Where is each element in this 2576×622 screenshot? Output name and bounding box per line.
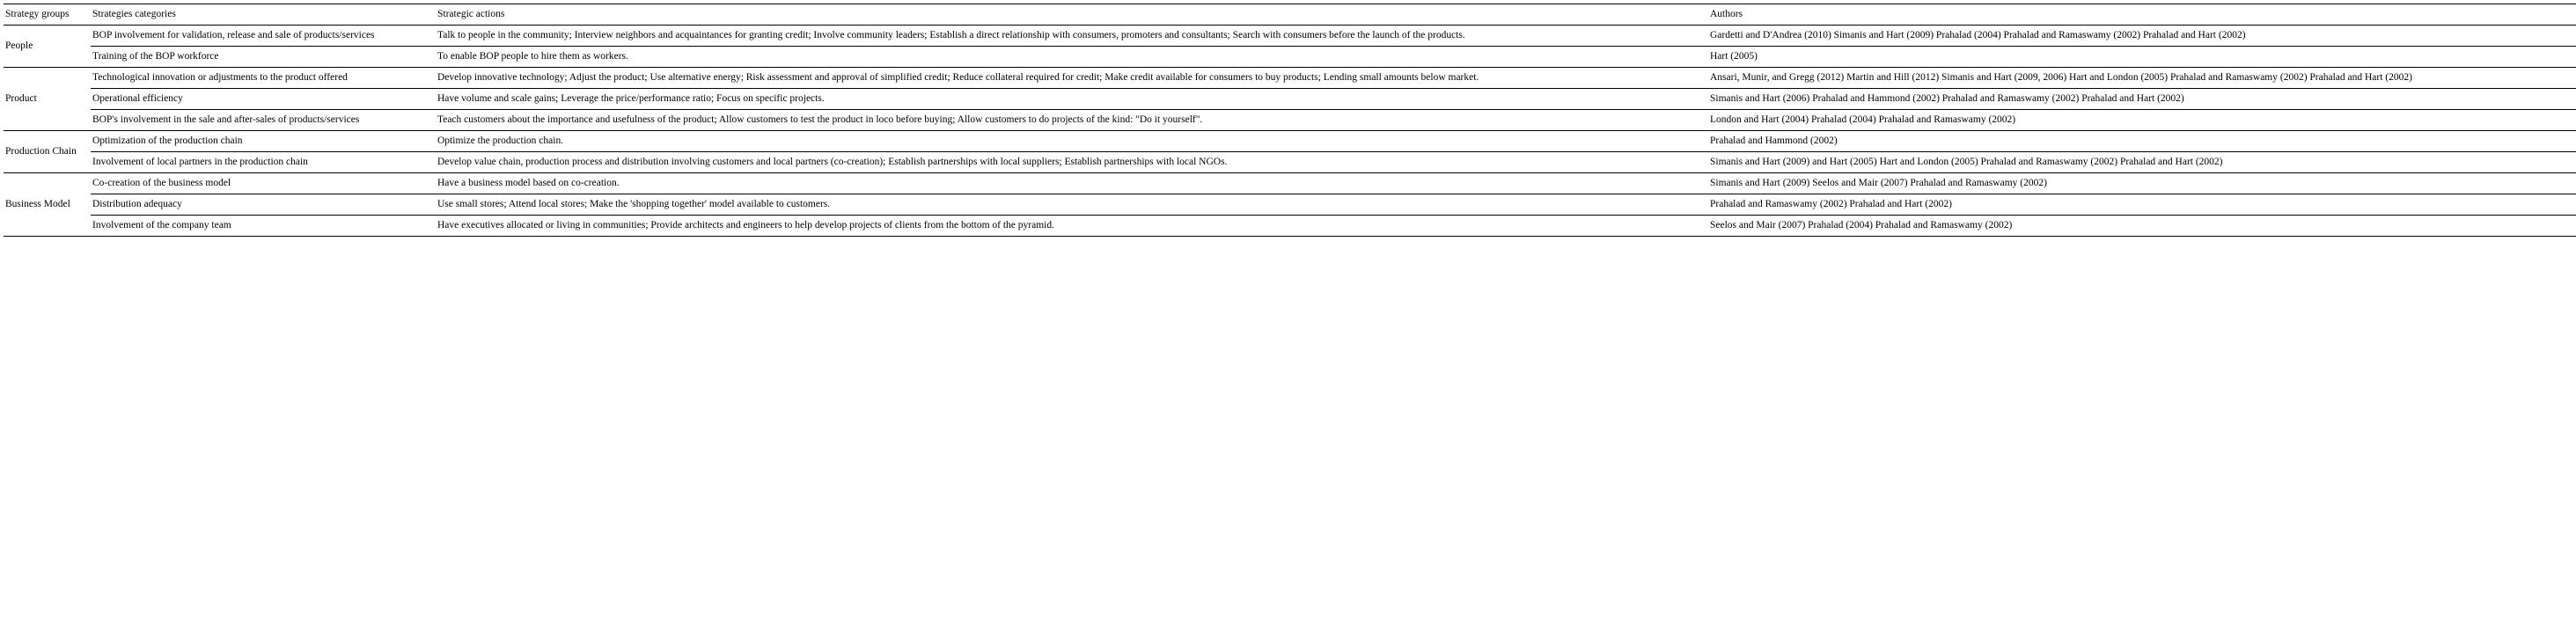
actions-cell: Have executives allocated or living in communities; Provide architects and engineers to help develop projects of clients from the bottom of the pyramid. (436, 216, 1708, 237)
table-row (4, 194, 2576, 216)
header-row (4, 4, 2576, 26)
authors-cell: Seelos and Mair (2007) Prahalad (2004) Prahalad and Ramaswamy (2002) (1708, 216, 2576, 237)
header-strategies-categories: Strategies categories (91, 4, 436, 26)
actions-cell: To enable BOP people to hire them as workers. (436, 47, 1708, 68)
category-cell: Co-creation of the business model (91, 173, 436, 194)
table-body (4, 26, 2576, 237)
actions-cell: Develop value chain, production process and distribution involving customers and local partners (co-creation); Establish partnerships with local suppliers; Establish partnerships with local NGOs. (436, 152, 1708, 173)
category-cell: BOP involvement for validation, release and sale of products/services (91, 26, 436, 47)
authors-cell: Ansari, Munir, and Gregg (2012) Martin and Hill (2012) Simanis and Hart (2009, 2006) Hart and London (2005) Prahalad and Ramaswamy (2002) Prahalad and Hart (2002) (1708, 68, 2576, 89)
category-cell: BOP's involvement in the sale and after-sales of products/services (91, 110, 436, 131)
header-strategic-actions: Strategic actions (436, 4, 1708, 26)
header-strategy-groups: Strategy groups (4, 4, 91, 26)
authors-cell: Simanis and Hart (2009) Seelos and Mair (2007) Prahalad and Ramaswamy (2002) (1708, 173, 2576, 194)
actions-cell: Talk to people in the community; Interview neighbors and acquaintances for granting credit; Involve community leaders; Establish a direct relationship with consumers, promoters and consultants; Search with consumers before the launch of the products. (436, 26, 1708, 47)
strategies-table (4, 4, 2576, 237)
category-cell: Technological innovation or adjustments to the product offered (91, 68, 436, 89)
category-cell: Optimization of the production chain (91, 131, 436, 152)
authors-cell: Hart (2005) (1708, 47, 2576, 68)
header-authors: Authors (1708, 4, 2576, 26)
table-row (4, 173, 2576, 194)
category-cell: Training of the BOP workforce (91, 47, 436, 68)
table-row (4, 152, 2576, 173)
actions-cell: Have a business model based on co-creation. (436, 173, 1708, 194)
table-row (4, 47, 2576, 68)
actions-cell: Have volume and scale gains; Leverage the price/performance ratio; Focus on specific projects. (436, 89, 1708, 110)
table-header (4, 4, 2576, 26)
strategy-group-cell: Production Chain (4, 131, 91, 173)
authors-cell: London and Hart (2004) Prahalad (2004) Prahalad and Ramaswamy (2002) (1708, 110, 2576, 131)
category-cell: Involvement of local partners in the production chain (91, 152, 436, 173)
table-container (0, 0, 2576, 237)
category-cell: Involvement of the company team (91, 216, 436, 237)
table-row (4, 89, 2576, 110)
table-row (4, 68, 2576, 89)
table-row (4, 131, 2576, 152)
actions-cell: Optimize the production chain. (436, 131, 1708, 152)
category-cell: Operational efficiency (91, 89, 436, 110)
table-row (4, 110, 2576, 131)
strategy-group-cell: People (4, 26, 91, 68)
authors-cell: Prahalad and Ramaswamy (2002) Prahalad and Hart (2002) (1708, 194, 2576, 216)
actions-cell: Develop innovative technology; Adjust the product; Use alternative energy; Risk assessment and approval of simplified credit; Reduce collateral required for credit; Make credit available for consumers to buy products; Lending small amounts below market. (436, 68, 1708, 89)
authors-cell: Gardetti and D'Andrea (2010) Simanis and Hart (2009) Prahalad (2004) Prahalad and Ramaswamy (2002) Prahalad and Hart (2002) (1708, 26, 2576, 47)
strategy-group-cell: Business Model (4, 173, 91, 237)
actions-cell: Use small stores; Attend local stores; Make the 'shopping together' model available to customers. (436, 194, 1708, 216)
category-cell: Distribution adequacy (91, 194, 436, 216)
strategy-group-cell: Product (4, 68, 91, 131)
authors-cell: Simanis and Hart (2009) and Hart (2005) Hart and London (2005) Prahalad and Ramaswamy (2002) Prahalad and Hart (2002) (1708, 152, 2576, 173)
actions-cell: Teach customers about the importance and usefulness of the product; Allow customers to test the product in loco before buying; Allow customers to do projects of the kind: "Do it yourself". (436, 110, 1708, 131)
table-row (4, 26, 2576, 47)
authors-cell: Prahalad and Hammond (2002) (1708, 131, 2576, 152)
authors-cell: Simanis and Hart (2006) Prahalad and Hammond (2002) Prahalad and Ramaswamy (2002) Prahalad and Hart (2002) (1708, 89, 2576, 110)
table-row (4, 216, 2576, 237)
